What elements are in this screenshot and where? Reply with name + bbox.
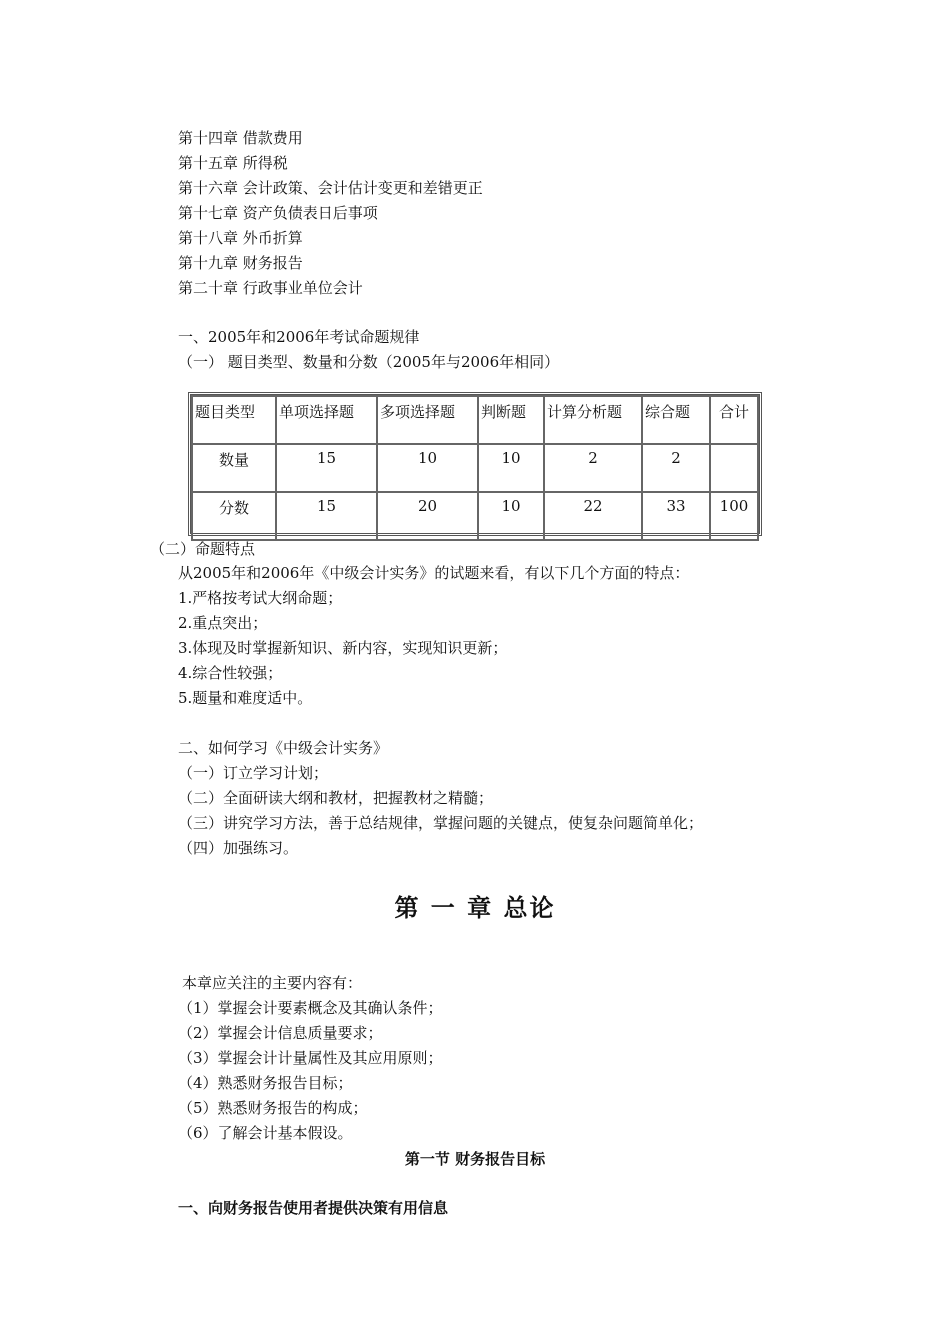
score-table-frame [188,392,762,536]
table-cell [710,444,758,492]
table-cell: 15 [276,492,377,540]
section-heading-how-to-study: 二、如何学习《中级会计实务》 [178,739,389,757]
list-item: （1）掌握会计要素概念及其确认条件； [178,999,443,1017]
table-cell: 15 [276,444,377,492]
list-item: （4）熟悉财务报告目标； [178,1074,353,1092]
table-header-cell: 题目类型 [192,396,276,444]
toc-item: 第十五章 所得税 [178,154,288,172]
table-header-cell: 综合题 [642,396,710,444]
table-row [192,444,758,492]
table-cell: 2 [642,444,710,492]
sub-heading: 一、向财务报告使用者提供决策有用信息 [178,1199,449,1217]
list-item: （6）了解会计基本假设。 [178,1124,353,1142]
list-item: （一）订立学习计划； [178,764,329,782]
toc-item: 第十七章 资产负债表日后事项 [178,204,378,222]
list-item: 4.综合性较强； [178,664,283,682]
table-header-cell: 多项选择题 [377,396,478,444]
table-cell: 20 [377,492,478,540]
list-item: （三）讲究学习方法，善于总结规律，掌握问题的关键点，使复杂问题简单化； [178,814,704,832]
subheading-question-types: （一） 题目类型、数量和分数（2005年与2006年相同） [178,353,560,371]
table-cell: 22 [544,492,642,540]
table-cell: 数量 [192,444,276,492]
chapter-intro: 本章应关注的主要内容有： [182,974,363,992]
list-item: 2.重点突出； [178,614,268,632]
list-item: 3.体现及时掌握新知识、新内容，实现知识更新； [178,639,508,657]
list-item: （二）全面研读大纲和教材，把握教材之精髓； [178,789,494,807]
list-item: （四）加强练习。 [178,839,299,857]
section-title: 第一节 财务报告目标 [404,1150,546,1168]
toc-item: 第十四章 借款费用 [178,129,303,147]
table-cell: 100 [710,492,758,540]
list-item: （3）掌握会计计量属性及其应用原则； [178,1049,443,1067]
table-row [192,492,758,540]
list-item: 5.题量和难度适中。 [178,689,313,707]
section-heading-exam-patterns: 一、2005年和2006年考试命题规律 [178,328,420,346]
subheading-features: （二）命题特点 [150,540,256,558]
table-header-cell: 合计 [710,396,758,444]
list-item: （2）掌握会计信息质量要求； [178,1024,383,1042]
table-cell: 分数 [192,492,276,540]
toc-item: 第十八章 外币折算 [178,229,303,247]
list-item: 1.严格按考试大纲命题； [178,589,343,607]
toc-item: 第十六章 会计政策、会计估计变更和差错更正 [178,179,483,197]
table-cell: 10 [377,444,478,492]
table-cell: 33 [642,492,710,540]
features-intro: 从2005年和2006年《中级会计实务》的试题来看，有以下几个方面的特点： [178,564,690,582]
table-header-row [192,396,758,444]
table-header-cell: 判断题 [478,396,544,444]
toc-item: 第十九章 财务报告 [178,254,303,272]
table-cell: 10 [478,444,544,492]
table-header-cell: 单项选择题 [276,396,377,444]
table-cell: 2 [544,444,642,492]
table-header-cell: 计算分析题 [544,396,642,444]
list-item: （5）熟悉财务报告的构成； [178,1099,368,1117]
table-cell: 10 [478,492,544,540]
toc-item: 第二十章 行政事业单位会计 [178,279,363,297]
score-table [191,395,759,541]
chapter-title: 第 一 章 总论 [394,894,556,922]
